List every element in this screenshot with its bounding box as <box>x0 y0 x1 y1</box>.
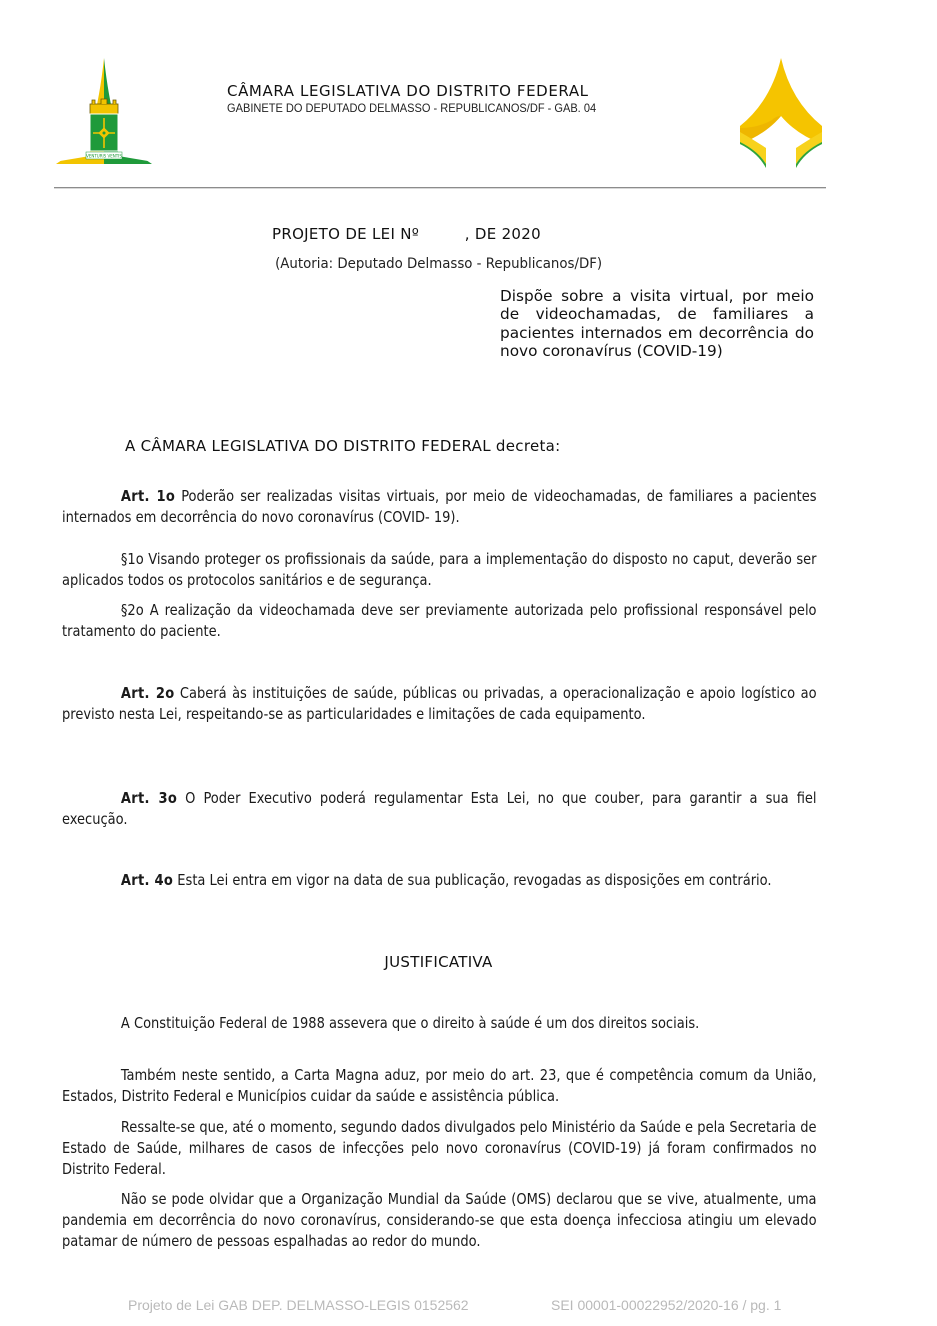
header-divider <box>54 187 826 189</box>
article-label: Art. 2o <box>120 684 175 702</box>
decree-line: A CÂMARA LEGISLATIVA DO DISTRITO FEDERAL decreta: <box>125 437 561 455</box>
justification-paragraph: Ressalte-se que, até o momento, segundo dados divulgados pelo Ministério da Saúde e pela Secretaria de Estado de Saúde, milhares de casos de infecções pelo novo coronavírus (COVID-19) já foram confirmados no Distrito Federal. <box>62 1118 817 1178</box>
bill-ementa: Dispõe sobre a visita virtual, por meio de videochamadas, de familiares a pacientes internados em decorrência do novo coronavírus (COVID-19) <box>500 287 814 360</box>
bill-title-suffix: , DE 2020 <box>464 225 541 243</box>
justification-paragraph: A Constituição Federal de 1988 assevera que o direito à saúde é um dos direitos sociais. <box>120 1014 700 1032</box>
article-text: Caberá às instituições de saúde, públicas ou privadas, a operacionalização e apoio logístico ao previsto nesta Lei, respeitando-se as particularidades e limitações de cada equipamento. <box>62 684 817 723</box>
justification-paragraph: Também neste sentido, a Carta Magna aduz, por meio do art. 23, que é competência comum da União, Estados, Distrito Federal e Municípios cuidar da saúde e assistência pública. <box>62 1066 817 1105</box>
footer-sei-ref: SEI 00001-00022952/2020-16 / pg. 1 <box>551 1297 782 1313</box>
bill-authorship: (Autoria: Deputado Delmasso - Republicanos/DF) <box>275 256 603 272</box>
article-3 <box>62 788 817 830</box>
institution-title: CÂMARA LEGISLATIVA DO DISTRITO FEDERAL <box>227 82 589 100</box>
cldf-emblem-icon <box>736 56 826 174</box>
article-text: §2o A realização da videochamada deve ser previamente autorizada pelo profissional responsável pelo tratamento do paciente. <box>62 601 817 640</box>
bill-title <box>272 225 541 243</box>
brasilia-coat-of-arms-icon <box>54 56 154 166</box>
article-label: Art. 1o <box>120 487 176 505</box>
article-text: §1o Visando proteger os profissionais da saúde, para a implementação do disposto no caput, deverão ser aplicados todos os protocolos sanitários e de segurança. <box>62 550 817 589</box>
article-text: Esta Lei entra em vigor na data de sua publicação, revogadas as disposições em contrário. <box>173 871 772 889</box>
article-1-paragraph-1 <box>62 549 817 591</box>
article-label: Art. 3o <box>120 789 178 807</box>
article-text: O Poder Executivo poderá regulamentar Esta Lei, no que couber, para garantir a sua fiel execução. <box>62 789 817 828</box>
article-2 <box>62 683 817 725</box>
article-1-paragraph-2 <box>62 600 817 642</box>
office-subtitle: GABINETE DO DEPUTADO DELMASSO - REPUBLICANOS/DF - GAB. 04 <box>227 101 597 115</box>
article-1 <box>62 486 817 528</box>
bill-number-blank <box>419 225 465 243</box>
justification-heading: JUSTIFICATIVA <box>384 953 493 971</box>
article-label: Art. 4o <box>120 871 174 889</box>
justification-paragraph: Não se pode olvidar que a Organização Mundial da Saúde (OMS) declarou que se vive, atualmente, uma pandemia em decorrência do novo coronavírus, considerando-se que esta doença infecciosa atingiu um elevado patamar de número de pessoas espalhadas ao redor do mundo. <box>62 1190 817 1250</box>
bill-title-prefix: PROJETO DE LEI Nº <box>272 225 420 243</box>
article-4 <box>62 870 817 891</box>
footer-document-ref: Projeto de Lei GAB DEP. DELMASSO-LEGIS 0152562 <box>128 1297 469 1313</box>
article-text: Poderão ser realizadas visitas virtuais, por meio de videochamadas, de familiares a pacientes internados em decorrência do novo coronavírus (COVID- 19). <box>62 487 817 526</box>
coat-of-arms-motto: VENTURIS VENTIS <box>86 153 122 159</box>
